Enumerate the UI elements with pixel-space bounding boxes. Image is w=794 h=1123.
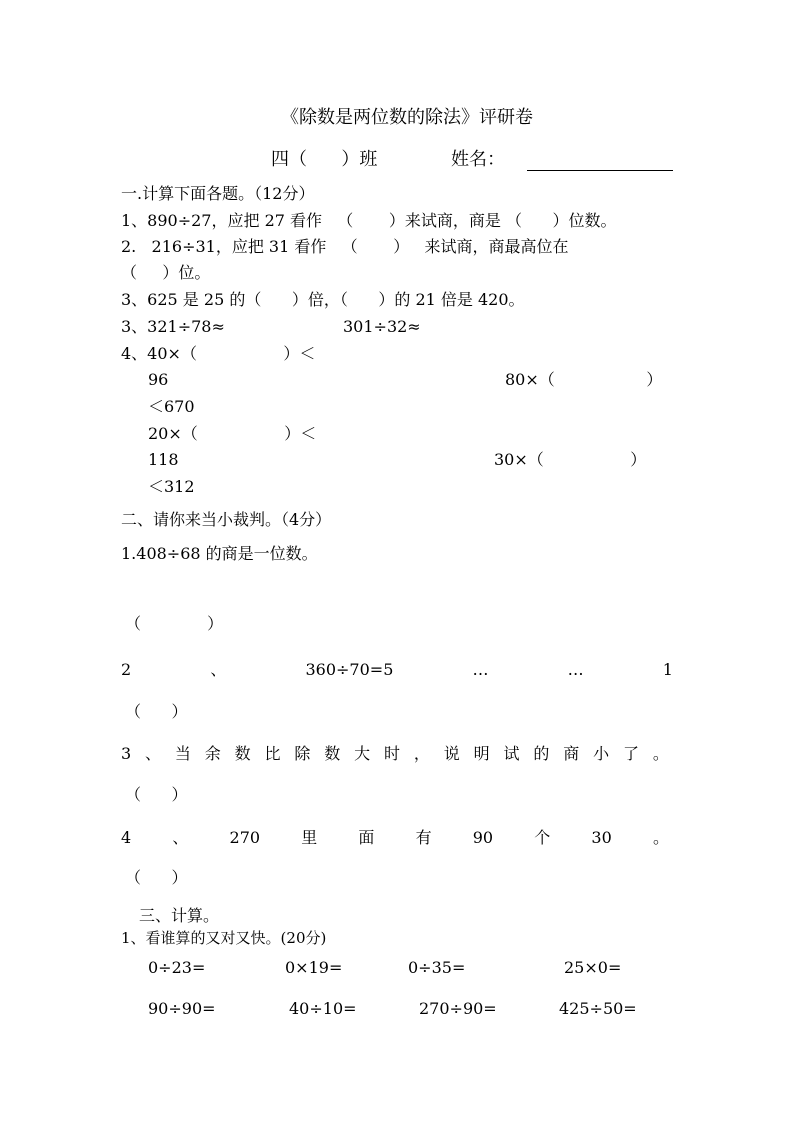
judge-2-part: 1 xyxy=(662,660,673,679)
judge-3-part: ， xyxy=(413,744,430,763)
judge-3-part: 当 xyxy=(174,744,191,763)
judge-1: 1.408÷68 的商是一位数。 xyxy=(121,544,318,563)
judge-4-part: 90 xyxy=(472,828,494,847)
calc-item: 0×19= xyxy=(285,958,343,977)
question-4-30: 30×（ ） xyxy=(494,450,647,469)
judge-1-paren: （ ） xyxy=(125,614,224,633)
judge-4 xyxy=(121,828,669,848)
judge-2-part: 360÷70=5 xyxy=(305,660,394,679)
judge-3-part: 说 xyxy=(443,744,460,763)
calc-item: 25×0= xyxy=(564,958,622,977)
judge-3-part: 时 xyxy=(384,744,401,763)
judge-2-paren: （ ） xyxy=(125,702,188,721)
question-3: 3、625 是 25 的（ ）倍，（ ）的 21 倍是 420。 xyxy=(121,290,525,309)
judge-4-part: 个 xyxy=(534,828,551,847)
question-2: 2. 216÷31，应把 31 看作 （ ） 来试商，商最高位在 xyxy=(121,237,569,256)
judge-4-part: 面 xyxy=(358,828,375,847)
judge-4-part: 有 xyxy=(415,828,432,847)
question-4-96: 96 xyxy=(148,370,169,389)
judge-3-part: 数 xyxy=(234,744,251,763)
calc-item: 0÷23= xyxy=(148,958,206,977)
judge-2-part: … xyxy=(567,660,584,679)
calc-item: 0÷35= xyxy=(408,958,466,977)
judge-3 xyxy=(121,744,669,764)
judge-4-part: 、 xyxy=(172,828,189,847)
question-4-312: ＜312 xyxy=(148,477,195,496)
question-2-cont: （ ）位。 xyxy=(121,263,211,282)
name-blank-line xyxy=(527,169,673,171)
judge-2-part: 、 xyxy=(210,660,227,679)
judge-3-part: 余 xyxy=(204,744,221,763)
question-4-670: ＜670 xyxy=(148,397,195,416)
question-4-line1: 4、40×（ ）＜ xyxy=(121,344,316,363)
judge-2-part: 2 xyxy=(121,660,132,679)
judge-3-part: 比 xyxy=(264,744,281,763)
calc-item: 270÷90= xyxy=(419,999,497,1018)
section3-heading: 三、计算。 xyxy=(139,906,220,925)
question-4-20: 20×（ ）＜ xyxy=(148,424,317,443)
judge-3-part: 试 xyxy=(503,744,520,763)
judge-4-part: 30 xyxy=(591,828,612,847)
judge-4-part: 4 xyxy=(121,828,132,847)
calc-item: 425÷50= xyxy=(559,999,637,1018)
calc-item: 40÷10= xyxy=(289,999,357,1018)
judge-3-part: 大 xyxy=(354,744,371,763)
question-3b-right: 301÷32≈ xyxy=(343,317,421,336)
judge-2 xyxy=(121,660,673,680)
section2-heading: 二、请你来当小裁判。（4分） xyxy=(121,510,332,529)
page-title: 《除数是两位数的除法》评研卷 xyxy=(281,107,533,128)
question-3b-left: 3、321÷78≈ xyxy=(121,317,225,336)
name-label: 姓名： xyxy=(451,149,505,170)
calc-item: 90÷90= xyxy=(148,999,216,1018)
question-1: 1、890÷27，应把 27 看作 （ ）来试商，商是 （ ）位数。 xyxy=(121,211,617,230)
question-4-118: 118 xyxy=(148,450,179,469)
judge-3-part: 了 xyxy=(623,744,640,763)
question-4-80: 80×（ ） xyxy=(505,370,663,389)
judge-3-part: 数 xyxy=(324,744,341,763)
section1-heading: 一.计算下面各题。（12分） xyxy=(121,184,315,203)
judge-2-part: … xyxy=(472,660,489,679)
judge-4-part: 。 xyxy=(652,828,669,847)
judge-3-paren: （ ） xyxy=(125,785,188,804)
judge-3-part: 、 xyxy=(145,744,162,763)
judge-4-part: 270 xyxy=(229,828,261,847)
judge-4-paren: （ ） xyxy=(125,868,188,887)
judge-3-part: 小 xyxy=(593,744,610,763)
judge-3-part: 3 xyxy=(121,744,132,763)
judge-4-part: 里 xyxy=(301,828,318,847)
judge-3-part: 。 xyxy=(652,744,669,763)
class-label: 四（ ）班 xyxy=(271,149,378,170)
judge-3-part: 的 xyxy=(533,744,550,763)
judge-3-part: 除 xyxy=(294,744,311,763)
section3-sub: 1、看谁算的又对又快。(20分) xyxy=(121,929,327,947)
judge-3-part: 商 xyxy=(563,744,580,763)
judge-3-part: 明 xyxy=(473,744,490,763)
